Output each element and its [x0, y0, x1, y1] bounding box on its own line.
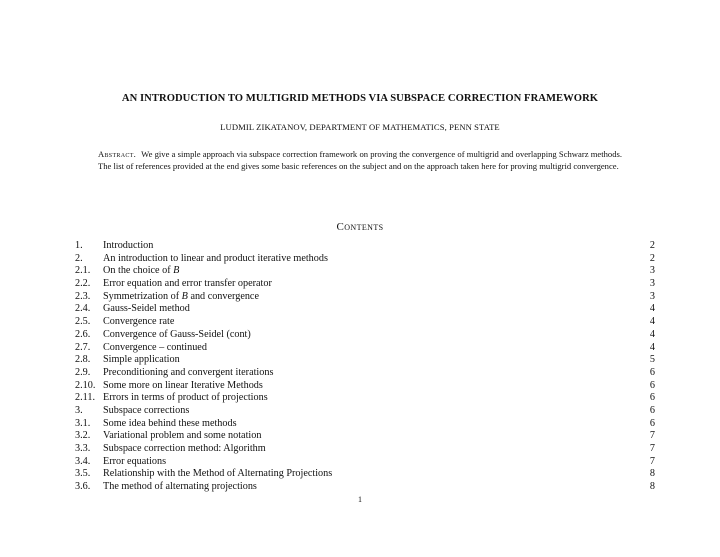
toc-entry[interactable] [75, 380, 655, 393]
toc-entry-page: 6 [649, 392, 655, 404]
toc-entry-page: 3 [649, 290, 655, 302]
toc-entry-number: 2.3. [75, 290, 91, 302]
toc-entry-page: 4 [649, 316, 655, 328]
toc-entry-title [103, 240, 635, 253]
toc-entry-title-text: and convergence [187, 290, 259, 302]
toc-entry-page: 4 [649, 341, 655, 353]
toc-entry-title [103, 456, 635, 469]
toc-entry[interactable] [75, 278, 655, 291]
toc-entry-title [103, 316, 635, 329]
toc-entry[interactable] [75, 430, 655, 443]
toc-entry-title-text: Convergence – continued [103, 341, 207, 353]
toc-entry-title-text: Error equation and error transfer operator [103, 278, 272, 290]
toc-entry-title-text: Gauss-Seidel method [103, 303, 190, 315]
contents-heading: Contents [336, 221, 384, 233]
toc-entry-title-text: On the choice of [103, 265, 174, 277]
toc-entry-number: 2.6. [75, 328, 91, 340]
toc-entry-title-text: Preconditioning and convergent iterations [103, 366, 274, 378]
table-of-contents [75, 240, 655, 494]
toc-entry[interactable] [75, 291, 655, 304]
toc-entry[interactable] [75, 405, 655, 418]
toc-entry-number: 2.5. [75, 316, 91, 328]
toc-entry-title [103, 443, 635, 456]
toc-entry-title-text: Convergence rate [103, 316, 175, 328]
toc-entry-title [103, 380, 635, 393]
toc-entry-page: 7 [649, 455, 655, 467]
toc-entry[interactable] [75, 303, 655, 316]
page-number: 1 [358, 495, 362, 504]
toc-entry-title-text: Some idea behind these methods [103, 417, 237, 429]
toc-entry-title-text: The method of alternating projections [103, 481, 257, 493]
toc-entry-page: 6 [649, 366, 655, 378]
toc-entry-math-symbol: B [173, 265, 180, 277]
toc-entry-title-text: An introduction to linear and product iterative methods [103, 252, 328, 264]
toc-entry-title [103, 418, 635, 431]
toc-entry-number: 2.9. [75, 366, 91, 378]
toc-entry-math-symbol: B [181, 290, 188, 302]
toc-entry-title [103, 354, 635, 367]
abstract-label: Abstract. [98, 149, 137, 159]
toc-entry[interactable] [75, 367, 655, 380]
toc-entry-title [103, 430, 635, 443]
toc-entry-title-text: Relationship with the Method of Alternating Projections [103, 468, 333, 480]
toc-entry-title [103, 265, 635, 278]
toc-entry-number: 3.5. [75, 468, 91, 480]
toc-entry-number: 2.8. [75, 354, 91, 366]
toc-entry[interactable] [75, 329, 655, 342]
toc-entry-title [103, 278, 635, 291]
toc-entry-title [103, 253, 635, 266]
toc-entry[interactable] [75, 253, 655, 266]
toc-entry-number: 3.4. [75, 455, 91, 467]
toc-entry-page: 4 [649, 303, 655, 315]
toc-entry-page: 5 [649, 354, 655, 366]
toc-entry[interactable] [75, 481, 655, 494]
toc-entry-page: 2 [649, 240, 655, 251]
toc-entry-title [103, 405, 635, 418]
toc-entry-title [103, 367, 635, 380]
toc-entry-number: 3.3. [75, 443, 91, 454]
toc-entry-title-text: Subspace corrections [103, 404, 190, 416]
toc-entry-title [103, 303, 635, 316]
toc-entry-page: 6 [649, 379, 655, 391]
toc-entry-title [103, 342, 635, 355]
toc-entry-title-text: Convergence of Gauss-Seidel (cont) [103, 328, 251, 340]
toc-entry[interactable] [75, 316, 655, 329]
toc-entry-page: 2 [649, 252, 655, 264]
toc-entry-number: 2.10. [75, 379, 96, 391]
toc-entry[interactable] [75, 354, 655, 367]
toc-entry-number: 2.11. [75, 392, 95, 404]
toc-entry-number: 1. [75, 240, 83, 251]
toc-entry[interactable] [75, 468, 655, 481]
toc-entry-title [103, 329, 635, 342]
toc-entry-number: 2.1. [75, 265, 91, 277]
toc-entry-title [103, 468, 635, 481]
toc-entry[interactable] [75, 443, 655, 456]
toc-entry-number: 3.2. [75, 430, 91, 442]
toc-entry-number: 2.2. [75, 278, 91, 290]
toc-entry-title [103, 392, 635, 405]
toc-entry-title-text: Errors in terms of product of projections [103, 392, 268, 404]
toc-entry-number: 3.1. [75, 417, 91, 429]
toc-entry-title-text: Subspace correction method: Algorithm [103, 443, 266, 454]
toc-entry-number: 2.7. [75, 341, 91, 353]
abstract-text: We give a simple approach via subspace correction framework on proving the convergence of multigrid and overlapping Schwarz methods. The list of references provided at the end gives some basic references on the subject and on the approach taken here for proving multigrid convergence. [98, 149, 622, 172]
toc-entry[interactable] [75, 240, 655, 253]
toc-entry[interactable] [75, 265, 655, 278]
toc-entry-number: 2.4. [75, 303, 91, 315]
toc-entry-title-text: Introduction [103, 240, 154, 251]
toc-entry-title-text: Symmetrization of [103, 290, 182, 302]
toc-entry-title-text: Variational problem and some notation [103, 430, 262, 442]
toc-entry-page: 8 [649, 468, 655, 480]
toc-entry-page: 3 [649, 278, 655, 290]
toc-entry[interactable] [75, 418, 655, 431]
toc-entry-title-text: Simple application [103, 354, 180, 366]
toc-entry[interactable] [75, 392, 655, 405]
toc-entry[interactable] [75, 456, 655, 469]
author-line: LUDMIL ZIKATANOV, DEPARTMENT OF MATHEMATICS, PENN STATE [220, 122, 500, 132]
toc-entry-page: 8 [649, 481, 655, 493]
toc-entry[interactable] [75, 342, 655, 355]
toc-entry-title [103, 291, 635, 304]
toc-entry-number: 3.6. [75, 481, 91, 493]
toc-entry-page: 3 [649, 265, 655, 277]
toc-entry-page: 6 [649, 404, 655, 416]
toc-entry-title-text: Error equations [103, 455, 167, 467]
toc-entry-page: 7 [649, 443, 655, 454]
toc-entry-page: 6 [649, 417, 655, 429]
document-title: AN INTRODUCTION TO MULTIGRID METHODS VIA SUBSPACE CORRECTION FRAMEWORK [121, 93, 599, 104]
toc-entry-title [103, 481, 635, 494]
abstract [98, 148, 622, 172]
toc-entry-number: 2. [75, 252, 83, 264]
toc-entry-page: 7 [649, 430, 655, 442]
toc-entry-title-text: Some more on linear Iterative Methods [103, 379, 263, 391]
toc-entry-number: 3. [75, 404, 83, 416]
toc-entry-page: 4 [649, 328, 655, 340]
